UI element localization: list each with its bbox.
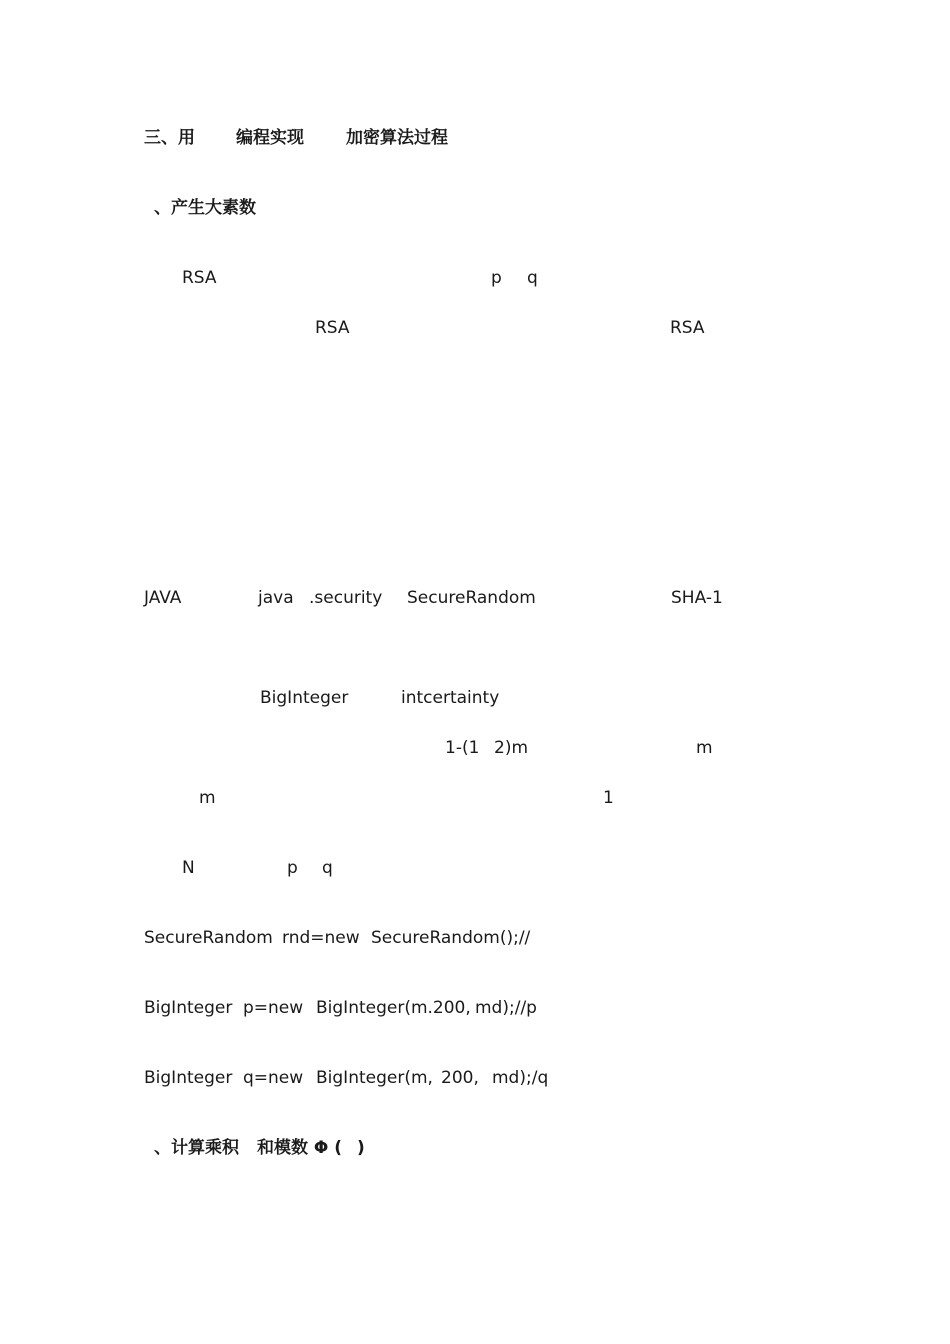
text-fragment: p — [491, 268, 502, 288]
text-fragment: m — [199, 788, 216, 808]
text-fragment: q — [527, 268, 538, 288]
section2-title-part-3: ) — [357, 1138, 365, 1158]
text-fragment: p — [287, 858, 298, 878]
text-fragment: m — [696, 738, 713, 758]
text-fragment: RSA — [670, 318, 705, 338]
code-token: q=new — [243, 1068, 304, 1088]
code-token: md);/q — [492, 1068, 549, 1088]
code-token: SecureRandom();// — [371, 928, 531, 948]
text-fragment: intcertainty — [401, 688, 500, 708]
heading-part-3: 加密算法过程 — [346, 128, 448, 148]
text-fragment: 1 — [603, 788, 614, 808]
code-token: 200, — [441, 1068, 479, 1088]
code-token: BigInteger(m, — [316, 1068, 433, 1088]
text-fragment: JAVA — [144, 588, 182, 608]
section2-title-part-2: 和模数 Φ ( — [257, 1138, 343, 1158]
code-token: SecureRandom — [144, 928, 273, 948]
text-fragment: java — [258, 588, 294, 608]
text-fragment: BigInteger — [260, 688, 349, 708]
text-fragment: SecureRandom — [407, 588, 536, 608]
code-token: rnd=new — [282, 928, 360, 948]
text-fragment: q — [322, 858, 333, 878]
heading-part-2: 编程实现 — [236, 128, 304, 148]
code-token: p=new — [243, 998, 304, 1018]
text-fragment: RSA — [182, 268, 217, 288]
section2-title-part-1: 、计算乘积 — [154, 1138, 239, 1158]
text-fragment: .security — [309, 588, 383, 608]
code-token: BigInteger — [144, 998, 233, 1018]
text-fragment: N — [182, 858, 195, 878]
text-fragment: SHA-1 — [671, 588, 723, 608]
code-token: BigInteger(m.200, — [316, 998, 471, 1018]
code-token: BigInteger — [144, 1068, 233, 1088]
text-fragment: RSA — [315, 318, 350, 338]
code-token: md);//p — [475, 998, 537, 1018]
text-fragment: 1-(1 — [445, 738, 480, 758]
section-title-large-prime: 、产生大素数 — [154, 198, 256, 218]
heading-part-1: 三、用 — [144, 128, 195, 148]
text-fragment: 2)m — [494, 738, 529, 758]
